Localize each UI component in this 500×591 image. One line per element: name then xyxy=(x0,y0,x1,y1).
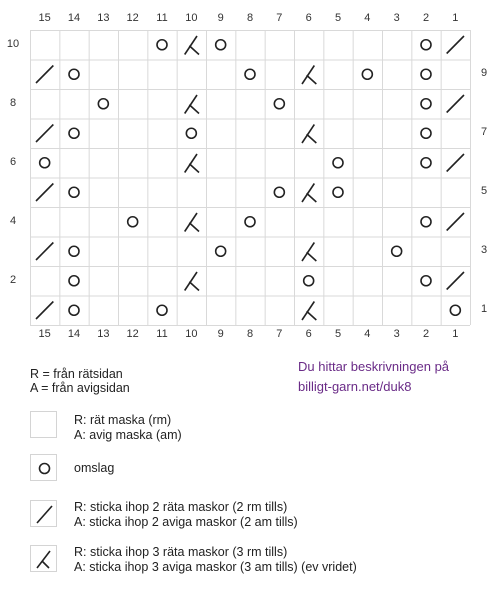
legend-k3tog-a: A: sticka ihop 3 aviga maskor (3 am tills) (ev vridet) xyxy=(74,560,357,574)
column-number: 11 xyxy=(156,328,168,340)
yo-symbol xyxy=(69,246,79,256)
legend-knit-symbol xyxy=(30,411,57,438)
column-number: 4 xyxy=(364,328,371,340)
row-number: 7 xyxy=(480,126,488,139)
yo-symbol xyxy=(421,217,431,227)
row-number: 3 xyxy=(480,244,488,257)
yo-symbol xyxy=(69,69,79,79)
column-number: 8 xyxy=(246,12,254,24)
column-number: 12 xyxy=(126,12,139,24)
k3tog-symbol xyxy=(185,36,199,55)
yo-symbol xyxy=(245,69,255,79)
column-number: 13 xyxy=(97,328,110,340)
column-number: 1 xyxy=(452,12,459,24)
k2tog-symbol xyxy=(447,36,464,54)
k2tog-symbol xyxy=(36,302,53,320)
column-number: 13 xyxy=(97,12,110,24)
column-number: 3 xyxy=(393,12,400,24)
yo-symbol xyxy=(362,69,372,79)
yo-symbol xyxy=(40,158,50,168)
k3tog-symbol xyxy=(185,154,199,173)
yo-symbol xyxy=(69,276,79,286)
yo-symbol xyxy=(274,99,284,109)
slash-icon xyxy=(31,501,58,528)
yo-symbol xyxy=(333,187,343,197)
legend-k3tog-symbol xyxy=(30,545,57,572)
yo-symbol xyxy=(128,217,138,227)
k3tog-symbol xyxy=(185,95,199,114)
yo-symbol xyxy=(216,40,226,50)
column-number: 7 xyxy=(276,12,283,24)
column-number: 9 xyxy=(217,12,224,24)
yo-symbol xyxy=(304,276,314,286)
column-number: 12 xyxy=(126,328,139,340)
circle-icon xyxy=(31,455,58,482)
column-number: 15 xyxy=(38,328,51,340)
column-number: 5 xyxy=(334,12,342,24)
yo-symbol xyxy=(157,40,167,50)
legend-side-a: A = från avigsidan xyxy=(30,381,130,395)
column-number: 10 xyxy=(185,12,198,24)
k3tog-icon xyxy=(31,546,58,573)
k3tog-symbol xyxy=(302,302,316,321)
k2tog-symbol xyxy=(447,154,464,172)
k2tog-symbol xyxy=(36,125,53,143)
k2tog-symbol xyxy=(36,184,53,202)
k2tog-symbol xyxy=(447,272,464,290)
column-number: 15 xyxy=(38,12,51,24)
yo-symbol xyxy=(157,305,167,315)
row-number: 10 xyxy=(6,37,20,50)
yo-symbol xyxy=(98,99,108,109)
k2tog-symbol xyxy=(36,243,53,261)
knitting-chart xyxy=(30,30,471,326)
column-number: 6 xyxy=(305,328,312,340)
row-number: 9 xyxy=(480,67,488,80)
yo-symbol xyxy=(186,128,196,138)
k2tog-symbol xyxy=(36,66,53,84)
yo-symbol xyxy=(69,187,79,197)
yo-symbol xyxy=(274,187,284,197)
row-number: 2 xyxy=(9,273,17,286)
column-number: 11 xyxy=(156,12,168,24)
note-link[interactable]: billigt-garn.net/duk8 xyxy=(298,379,412,394)
legend-k2tog-a: A: sticka ihop 2 aviga maskor (2 am tills) xyxy=(74,515,298,529)
note-line-1: Du hittar beskrivningen på xyxy=(298,359,450,374)
row-number: 6 xyxy=(9,155,17,168)
legend-k2tog-r: R: sticka ihop 2 räta maskor (2 rm tills) xyxy=(74,500,288,514)
yo-symbol xyxy=(421,99,431,109)
yo-symbol xyxy=(245,217,255,227)
column-number: 4 xyxy=(364,12,371,24)
yo-symbol xyxy=(333,158,343,168)
yo-symbol xyxy=(69,305,79,315)
k3tog-symbol xyxy=(302,184,316,203)
k3tog-symbol xyxy=(185,272,199,291)
yo-symbol xyxy=(450,305,460,315)
yo-symbol xyxy=(421,128,431,138)
legend-knit-r: R: rät maska (rm) xyxy=(74,413,172,427)
k3tog-symbol xyxy=(302,125,316,144)
column-number: 5 xyxy=(334,328,342,340)
row-number: 1 xyxy=(480,303,488,316)
k3tog-symbol xyxy=(302,243,316,262)
yo-symbol xyxy=(69,128,79,138)
legend-k2tog-symbol xyxy=(30,500,57,527)
column-number: 3 xyxy=(393,328,400,340)
column-number: 6 xyxy=(305,12,312,24)
column-number: 9 xyxy=(217,328,224,340)
column-number: 14 xyxy=(67,328,81,340)
column-number: 2 xyxy=(422,12,430,24)
column-number: 14 xyxy=(67,12,81,24)
row-number: 5 xyxy=(480,185,488,198)
legend-yo-symbol xyxy=(30,454,57,481)
column-number: 2 xyxy=(422,328,430,340)
legend-k3tog-r: R: sticka ihop 3 räta maskor (3 rm tills) xyxy=(74,545,288,559)
yo-symbol xyxy=(216,246,226,256)
column-number: 7 xyxy=(276,328,283,340)
legend-knit-a: A: avig maska (am) xyxy=(74,428,182,442)
k2tog-symbol xyxy=(447,213,464,231)
row-number: 8 xyxy=(9,96,17,109)
yo-symbol xyxy=(421,158,431,168)
column-number: 8 xyxy=(246,328,254,340)
column-number: 10 xyxy=(185,328,198,340)
legend-side-r: R = från rätsidan xyxy=(30,367,123,381)
yo-symbol xyxy=(421,276,431,286)
yo-symbol xyxy=(392,246,402,256)
yo-symbol xyxy=(421,40,431,50)
k3tog-symbol xyxy=(302,66,316,85)
k2tog-symbol xyxy=(447,95,464,113)
legend-yo: omslag xyxy=(74,461,115,475)
k3tog-symbol xyxy=(185,213,199,232)
yo-symbol xyxy=(421,69,431,79)
row-number: 4 xyxy=(9,214,17,227)
column-number: 1 xyxy=(452,328,459,340)
